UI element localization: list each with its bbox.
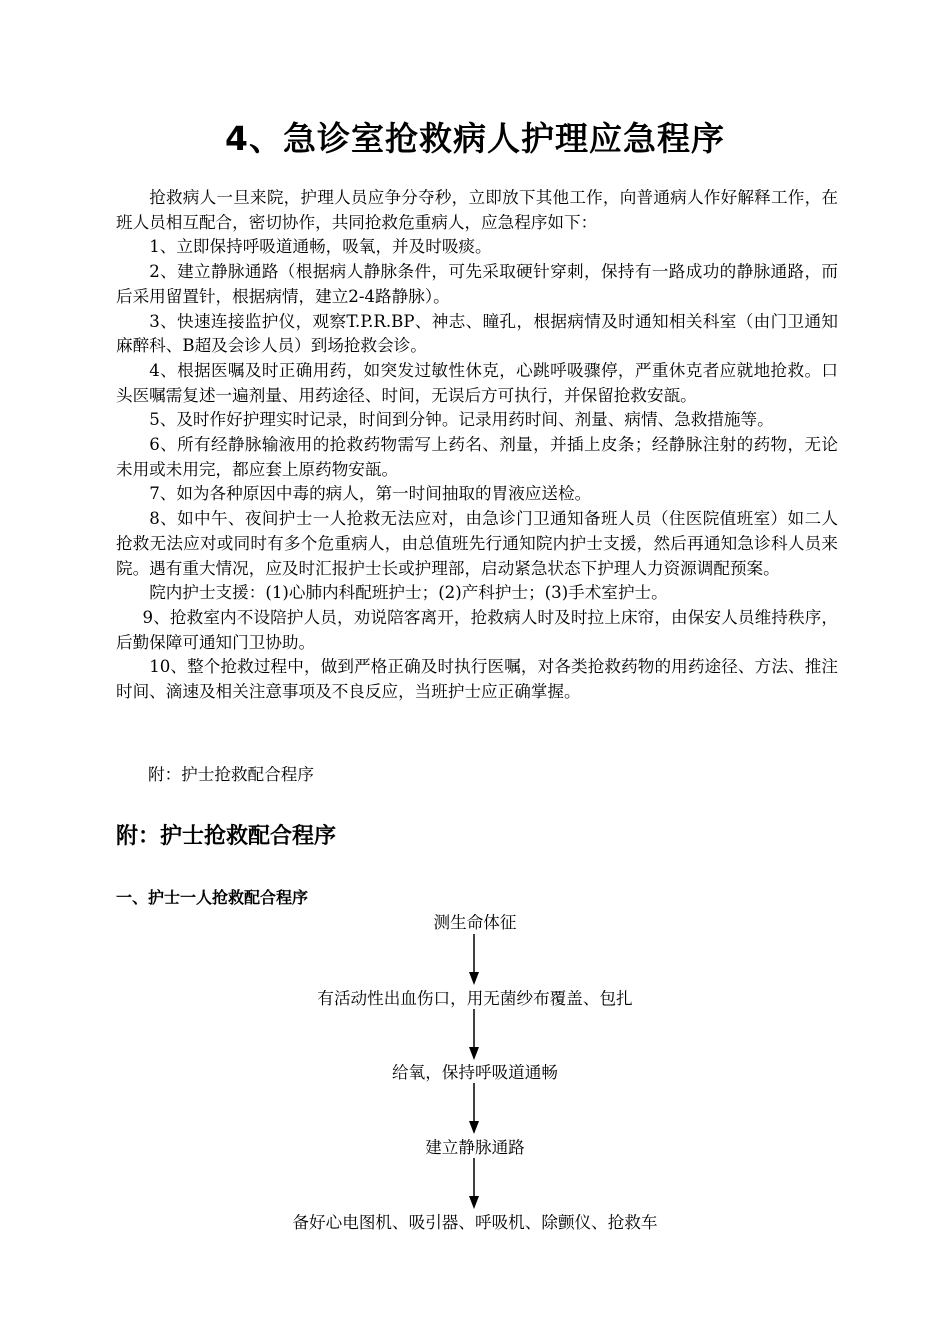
page-title: 4、急诊室抢救病人护理应急程序 — [225, 119, 725, 158]
body-text — [116, 186, 838, 705]
paragraph-step-7: 7、如为各种原因中毒的病人，第一时间抽取的胃液应送检。 — [149, 484, 592, 504]
paragraph-step-1: 1、立即保持呼吸道通畅，吸氧，并及时吸痰。 — [149, 237, 492, 257]
appendix-title: 附：护士抢救配合程序 — [116, 824, 337, 849]
down-arrow-icon — [466, 1158, 482, 1210]
paragraph-step-2: 2、建立静脉通路（根据病人静脉条件，可先采取硬针穿刺，保持有一路成功的静脉通路，而后采用留置针，根据病情，建立2-4路静脉）。 — [116, 262, 838, 306]
flow-step-oxygen: 给氧，保持呼吸道通畅 — [392, 1063, 558, 1082]
paragraph-step-3: 3、快速连接监护仪，观察T.P.R.BP、神志、瞳孔，根据病情及时通知相关科室（由门卫通知麻醉科、B超及会诊人员）到场抢救会诊。 — [116, 311, 838, 356]
down-arrow-icon — [466, 934, 482, 986]
flow-step-equipment: 备好心电图机、吸引器、呼吸机、除颤仪、抢救车 — [292, 1213, 658, 1232]
paragraph-step-6: 6、所有经静脉输液用的抢救药物需写上药名、剂量，并插上皮条；经静脉注射的药物，无论未用或未用完，都应套上原药物安瓿。 — [116, 435, 838, 479]
paragraph-step-10: 10、整个抢救过程中，做到严格正确及时执行医嘱，对各类抢救药物的用药途径、方法、推注时间、滴速及相关注意事项及不良反应，当班护士应正确掌握。 — [116, 657, 838, 702]
flow-step-iv-access: 建立静脉通路 — [425, 1138, 525, 1157]
paragraph-intro: 抢救病人一旦来院，护理人员应争分夺秒，立即放下其他工作，向普通病人作好解释工作，在班人员相互配合，密切协作，共同抢救危重病人，应急程序如下： — [116, 188, 838, 232]
paragraph-support: 院内护士支援：(1)心肺内科配班护士；(2)产科护士；(3)手术室护士。 — [149, 583, 668, 603]
paragraph-step-4: 4、根据医嘱及时正确用药，如突发过敏性休克，心跳呼吸骤停，严重休克者应就地抢救。口头医嘱需复述一遍剂量、用药途径、时间，无误后方可执行，并保留抢救安瓿。 — [116, 360, 838, 405]
paragraph-step-5: 5、及时作好护理实时记录，时间到分钟。记录用药时间、剂量、病情、急救措施等。 — [149, 410, 774, 430]
flow-step-vitals: 测生命体征 — [433, 913, 517, 932]
down-arrow-icon — [466, 1083, 482, 1135]
flow-step-bleeding: 有活动性出血伤口，用无菌纱布覆盖、包扎 — [317, 989, 633, 1008]
paragraph-step-8: 8、如中午、夜间护士一人抢救无法应对，由急诊门卫通知备班人员（住医院值班室）如二人抢救无法应对或同时有多个危重病人，由总值班先行通知院内护士支援，然后再通知急诊科人员来院。遇有重大情况，应及时汇报护士长或护理部，启动紧急状态下护理人力资源调配预案。 — [116, 509, 838, 578]
paragraph-step-9: 9、抢救室内不设陪护人员，劝说陪客离开，抢救病人时及时拉上床帘，由保安人员维持秩序，后勤保障可通知门卫协助。 — [116, 607, 838, 652]
section-title: 一、护士一人抢救配合程序 — [116, 888, 309, 907]
appendix-reference: 附：护士抢救配合程序 — [148, 765, 314, 784]
down-arrow-icon — [466, 1009, 482, 1061]
